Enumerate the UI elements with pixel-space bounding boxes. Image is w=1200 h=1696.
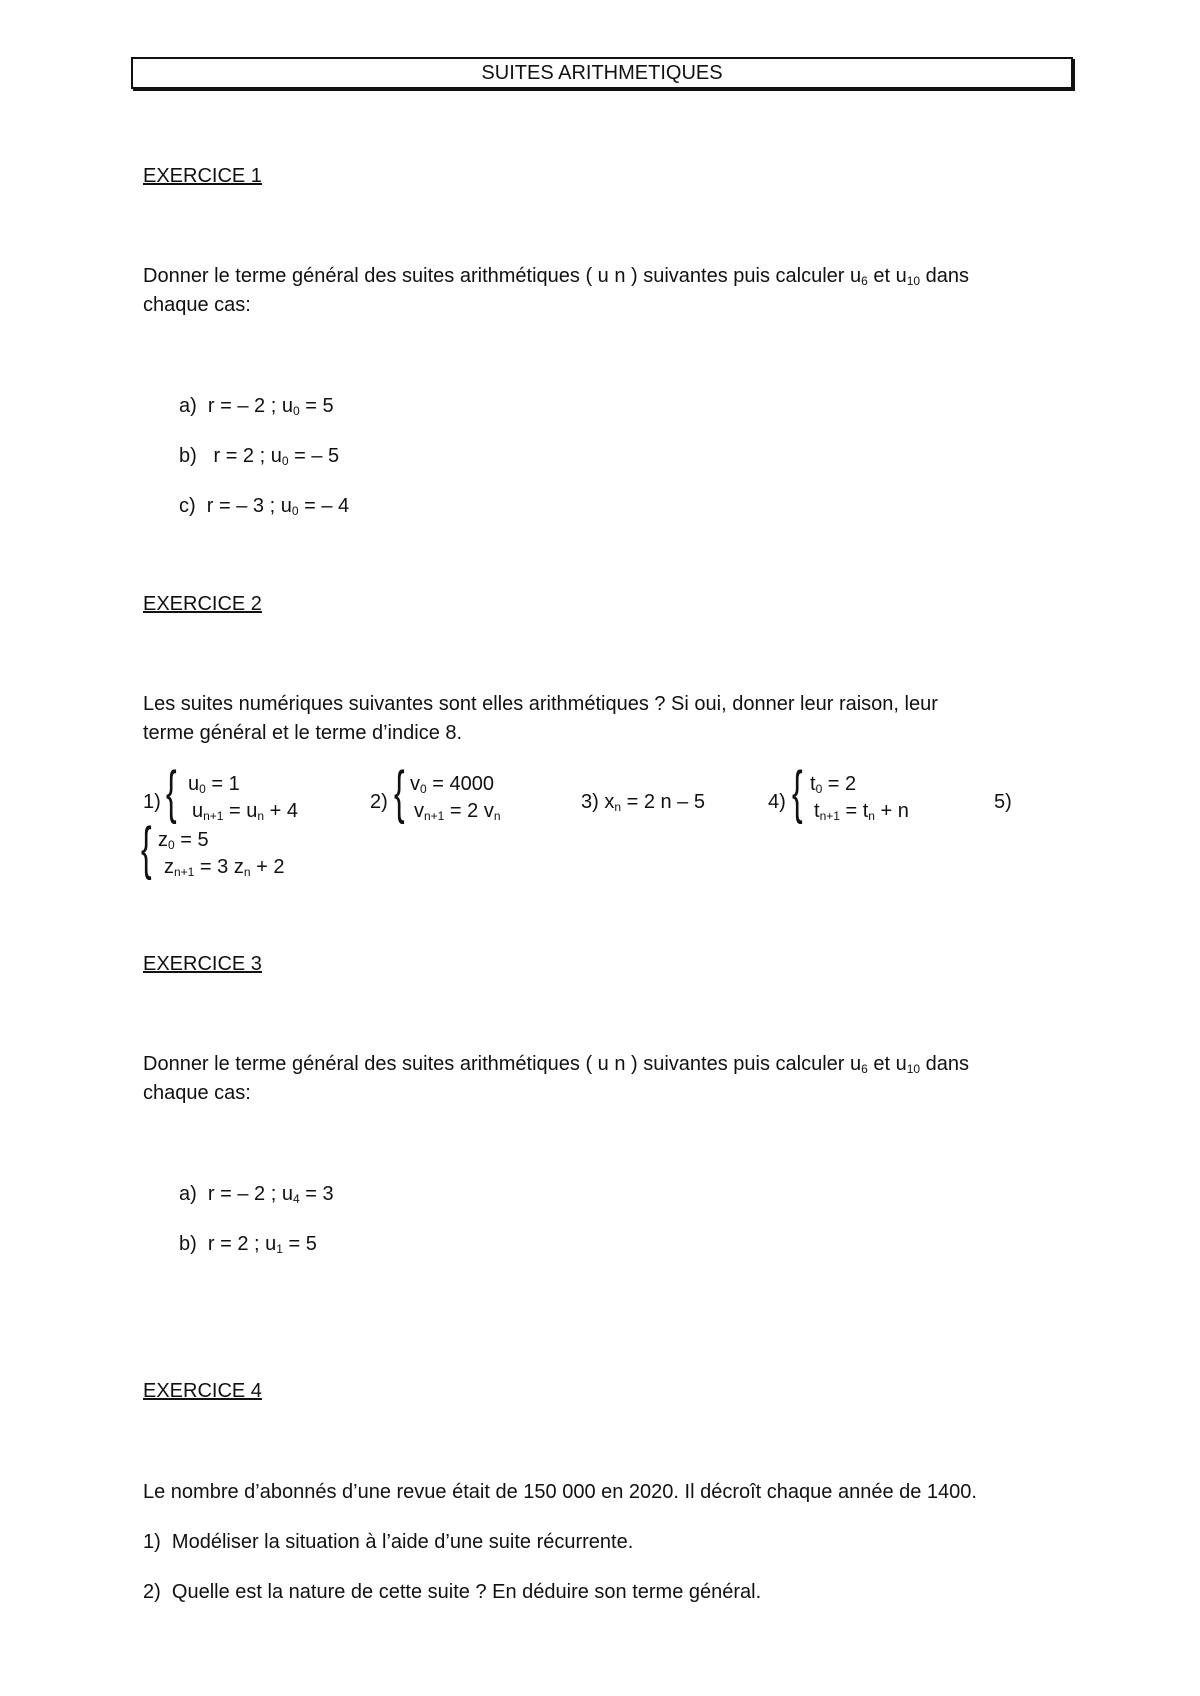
exercise-1-item-b: b) r = 2 ; $u_0$ = – 5 <box>179 445 340 468</box>
exercise-3-item-a: a) r = – 2 ; $u_4 = 3$ <box>179 1183 334 1206</box>
exercise-4-question-2: 2) Quelle est la nature de cette suite ? En déduire son terme général. <box>143 1581 762 1603</box>
sequence-4-recurrence: $t_{n+1} = t_n + n$ <box>814 800 909 823</box>
sequence-2-initial: $v_0 = 4000$ <box>410 773 494 796</box>
exercise-3-heading: EXERCICE 3 <box>143 953 262 975</box>
exercise-2-intro-line1: Les suites numériques suivantes sont elles arithmétiques ? Si oui, donner leur raison, leur <box>143 693 938 715</box>
sequence-1-label: 1) <box>143 791 161 813</box>
sequence-2-recurrence: $v_{n+1} = 2$ $v_n$ <box>414 800 501 823</box>
exercise-3-intro: Donner le terme général des suites arithmétiques ( u n ) suivantes puis calculer $u_6$ et $u_{10}$ dans <box>143 1053 970 1076</box>
sequence-4-label: 4) <box>768 791 786 813</box>
sequence-2-brace: { <box>394 760 405 825</box>
page-title <box>131 57 1073 89</box>
sequence-1-recurrence: $u_{n+1} = u_n + 4$ <box>192 800 299 823</box>
exercise-2-heading: EXERCICE 2 <box>143 593 262 615</box>
exercise-1-intro: Donner le terme général des suites arithmétiques ( u n ) suivantes puis calculer $u_6$ et $u_{10}$ dans <box>143 265 970 288</box>
sequence-4-brace: { <box>792 760 803 825</box>
sequence-5-label: 5) <box>994 791 1012 813</box>
sequence-1-brace: { <box>166 760 177 825</box>
sequence-5-brace: { <box>141 816 152 881</box>
exercise-3-item-b: b) r = 2 ; $u_1 = 5$ <box>179 1233 317 1256</box>
sequence-2-label: 2) <box>370 791 388 813</box>
exercise-1-heading: EXERCICE 1 <box>143 165 262 187</box>
page-title-text: SUITES ARITHMETIQUES <box>481 62 723 84</box>
exercise-2-intro-line2: terme général et le terme d’indice 8. <box>143 722 463 744</box>
exercise-1-intro-line2: chaque cas: <box>143 294 251 316</box>
sequence-5-recurrence: $z_{n+1} = 3$ $z_n + 2$ <box>164 856 285 879</box>
exercise-4-heading: EXERCICE 4 <box>143 1380 262 1402</box>
sequence-4-initial: $t_0 = 2$ <box>810 773 857 796</box>
sequence-5-initial: $z_0 = 5$ <box>158 829 209 852</box>
exercise-3-intro-line2: chaque cas: <box>143 1082 251 1104</box>
exercise-1-item-c: c) r = – 3 ; $u_0$ = – 4 <box>179 495 350 518</box>
exercise-4-intro: Le nombre d’abonnés d’une revue était de 150 000 en 2020. Il décroît chaque année de 1400. <box>143 1481 977 1503</box>
exercise-1-item-a: a) r = – 2 ; $u_0 = 5$ <box>179 395 334 418</box>
sequence-1-initial: $u_0 = 1$ <box>188 773 240 796</box>
exercise-4-question-1: 1) Modéliser la situation à l’aide d’une suite récurrente. <box>143 1531 634 1553</box>
sequence-3-explicit: 3) $x_n = 2$ n – 5 <box>581 791 705 814</box>
